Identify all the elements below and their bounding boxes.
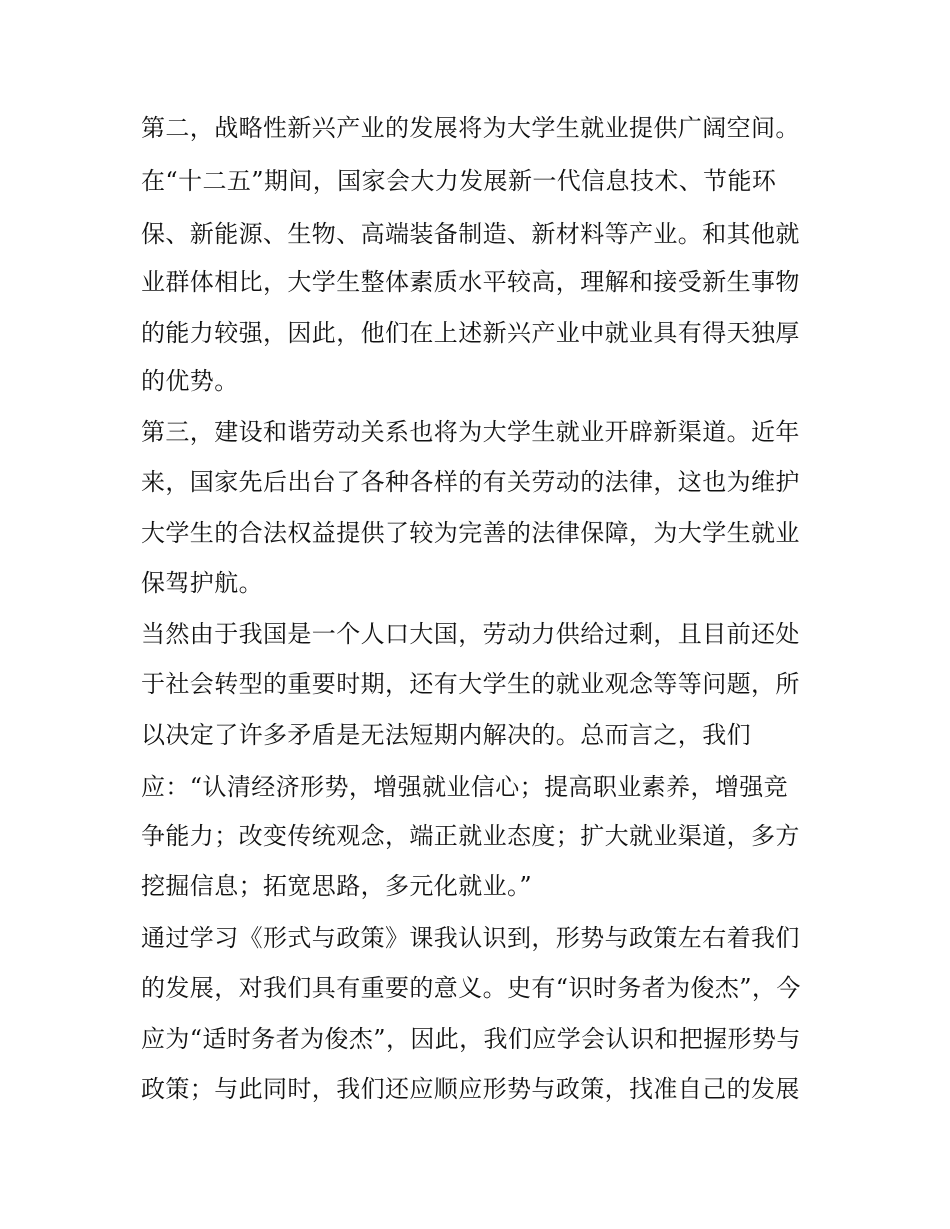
text-line: 应：“认清经济形势，增强就业信心；提高职业素养，增强竞 bbox=[141, 773, 789, 801]
text-line: 应为“适时务者为俊杰”，因此，我们应学会认识和把握形势与 bbox=[141, 1025, 801, 1053]
text-line: 通过学习《形式与政策》课我认识到，形势与政策左右着我们 bbox=[141, 924, 800, 952]
text-line: 挖掘信息；拓宽思路，多元化就业。” bbox=[141, 872, 533, 900]
text-line: 在“十二五”期间，国家会大力发展新一代信息技术、节能环 bbox=[141, 167, 777, 195]
text-line: 第二，战略性新兴产业的发展将为大学生就业提供广阔空间。 bbox=[141, 114, 800, 142]
text-line: 的优势。 bbox=[141, 367, 239, 395]
text-line: 第三，建设和谐劳动关系也将为大学生就业开辟新渠道。近年 bbox=[141, 418, 800, 446]
text-line: 争能力；改变传统观念，端正就业态度；扩大就业渠道，多方 bbox=[141, 822, 800, 850]
text-line: 政策；与此同时，我们还应顺应形势与政策，找准自己的发展 bbox=[141, 1075, 800, 1103]
text-line: 业群体相比，大学生整体素质水平较高，理解和接受新生事物 bbox=[141, 268, 800, 296]
text-line: 当然由于我国是一个人口大国，劳动力供给过剩，且目前还处 bbox=[141, 620, 800, 648]
text-line: 以决定了许多矛盾是无法短期内解决的。总而言之，我们 bbox=[141, 721, 751, 749]
text-line: 保驾护航。 bbox=[141, 569, 263, 597]
text-line: 来，国家先后出台了各种各样的有关劳动的法律，这也为维护 bbox=[141, 468, 800, 496]
text-line: 保、新能源、生物、高端装备制造、新材料等产业。和其他就 bbox=[141, 220, 800, 248]
text-line: 的发展，对我们具有重要的意义。史有“识时务者为俊杰”，今 bbox=[141, 974, 801, 1002]
text-line: 的能力较强，因此，他们在上述新兴产业中就业具有得天独厚 bbox=[141, 319, 800, 347]
text-line: 大学生的合法权益提供了较为完善的法律保障，为大学生就业 bbox=[141, 519, 800, 547]
text-line: 于社会转型的重要时期，还有大学生的就业观念等等问题，所 bbox=[141, 670, 800, 698]
